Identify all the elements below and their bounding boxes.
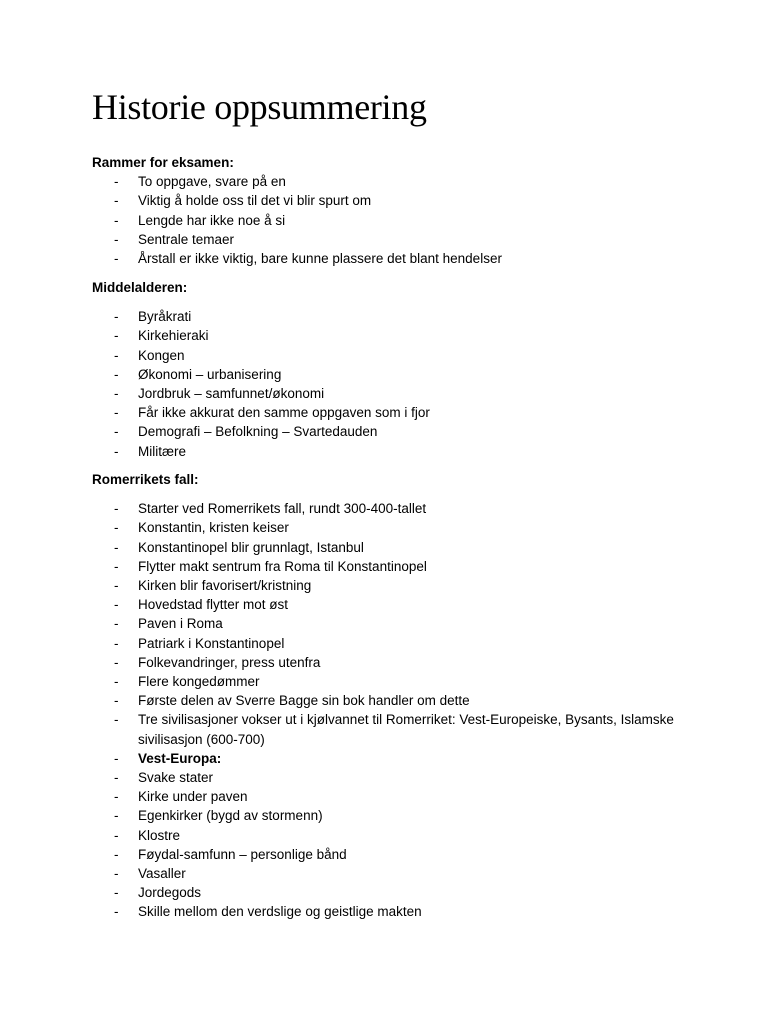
list-item (92, 614, 692, 633)
bullet-dash: - (114, 597, 119, 613)
section-middelalderen (92, 278, 692, 461)
list-item-text: Paven i Roma (138, 616, 223, 632)
list-item-text: Konstantin, kristen keiser (138, 520, 289, 536)
list-item-text: Viktig å holde oss til det vi blir spurt om (138, 193, 372, 209)
list-item-text: Jordbruk – samfunnet/økonomi (138, 386, 325, 402)
bullet-dash: - (114, 808, 119, 824)
section-heading: Romerrikets fall: (92, 472, 199, 487)
list-item-text: Jordegods (138, 885, 202, 901)
list-item (92, 249, 692, 268)
bullet-dash: - (114, 904, 119, 920)
list-item (92, 499, 692, 518)
bullet-dash: - (114, 386, 119, 402)
list-item (92, 557, 692, 576)
list-item (92, 576, 692, 595)
list-item-text: Klostre (138, 827, 181, 843)
list-item (92, 442, 692, 461)
list-item (92, 346, 692, 365)
list-item-text: Svake stater (138, 770, 214, 786)
list-item-text: Flere kongedømmer (138, 674, 260, 690)
bullet-dash: - (114, 770, 119, 786)
list-item (92, 768, 692, 787)
bullet-dash: - (114, 251, 119, 267)
bullet-dash: - (114, 789, 119, 805)
list-item (92, 326, 692, 345)
bullet-dash: - (114, 558, 119, 574)
list-item (92, 403, 692, 422)
list-item (92, 422, 692, 441)
bullet-dash: - (114, 231, 119, 247)
list-item (92, 518, 692, 537)
list-item-text: Økonomi – urbanisering (138, 366, 282, 382)
bullet-dash: - (114, 578, 119, 594)
list-item-text: Første delen av Sverre Bagge sin bok handler om dette (138, 693, 470, 709)
list-item (92, 806, 692, 825)
list-item-text: Starter ved Romerrikets fall, rundt 300-400-tallet (138, 501, 427, 517)
list-item (92, 691, 692, 710)
bullet-dash: - (114, 712, 119, 728)
bullet-dash: - (114, 539, 119, 555)
list-item (92, 902, 692, 921)
list-item (92, 710, 692, 748)
bullet-dash: - (114, 520, 119, 536)
list-item (92, 653, 692, 672)
list-item (92, 191, 692, 210)
section-heading: Rammer for eksamen: (92, 155, 234, 170)
bullet-list (92, 172, 692, 268)
bullet-dash: - (114, 501, 119, 517)
list-item-text: Konstantinopel blir grunnlagt, Istanbul (138, 539, 364, 555)
bullet-dash: - (114, 654, 119, 670)
bullet-dash: - (114, 674, 119, 690)
list-item-text: Hovedstad flytter mot øst (138, 597, 289, 613)
list-item-text: Egenkirker (bygd av stormenn) (138, 808, 323, 824)
bullet-dash: - (114, 193, 119, 209)
list-item-text: Skille mellom den verdslige og geistlige makten (138, 904, 422, 920)
list-item-text: Vest-Europa: (138, 750, 222, 766)
list-item-text: Folkevandringer, press utenfra (138, 654, 321, 670)
list-item (92, 384, 692, 403)
list-item-text: Kongen (138, 347, 185, 363)
list-item (92, 230, 692, 249)
bullet-dash: - (114, 866, 119, 882)
list-item (92, 864, 692, 883)
list-item (92, 211, 692, 230)
list-item (92, 595, 692, 614)
bullet-dash: - (114, 424, 119, 440)
page-title: Historie oppsummering (92, 87, 427, 127)
list-item-subheading (92, 749, 692, 768)
list-item (92, 787, 692, 806)
bullet-dash: - (114, 885, 119, 901)
bullet-dash: - (114, 616, 119, 632)
list-item-text: Føydal-samfunn – personlige bånd (138, 846, 347, 862)
list-item (92, 826, 692, 845)
bullet-dash: - (114, 405, 119, 421)
list-item-text: Kirke under paven (138, 789, 248, 805)
list-item-text: Militære (138, 443, 187, 459)
section-romerrikets-fall (92, 470, 692, 922)
bullet-dash: - (114, 212, 119, 228)
list-item-text: Lengde har ikke noe å si (138, 212, 286, 228)
list-item (92, 172, 692, 191)
list-item (92, 634, 692, 653)
bullet-list (92, 499, 692, 921)
list-item (92, 845, 692, 864)
bullet-dash: - (114, 174, 119, 190)
bullet-dash: - (114, 635, 119, 651)
list-item-text: Demografi – Befolkning – Svartedauden (138, 424, 378, 440)
list-item (92, 883, 692, 902)
bullet-dash: - (114, 309, 119, 325)
bullet-dash: - (114, 750, 119, 766)
bullet-dash: - (114, 846, 119, 862)
bullet-dash: - (114, 366, 119, 382)
list-item-text: To oppgave, svare på en (138, 174, 286, 190)
bullet-dash: - (114, 443, 119, 459)
list-item-text: Kirken blir favorisert/kristning (138, 578, 312, 594)
list-item-text: Sentrale temaer (138, 231, 235, 247)
list-item-text: Patriark i Konstantinopel (138, 635, 285, 651)
section-heading: Middelalderen: (92, 280, 188, 295)
list-item-text: Byråkrati (138, 309, 192, 325)
bullet-dash: - (114, 827, 119, 843)
list-item (92, 672, 692, 691)
list-item-text: Får ikke akkurat den samme oppgaven som i fjor (138, 405, 430, 421)
list-item-text: Flytter makt sentrum fra Roma til Konstantinopel (138, 558, 427, 574)
list-item-text: Vasaller (138, 866, 186, 882)
list-item-text: Tre sivilisasjoner vokser ut i kjølvannet til Romerriket: Vest-Europeiske, Bysants, Islamske sivilisasjon (600-700) (138, 712, 674, 747)
bullet-dash: - (114, 693, 119, 709)
list-item (92, 365, 692, 384)
bullet-list (92, 307, 692, 461)
bullet-dash: - (114, 347, 119, 363)
section-rammer-for-eksamen (92, 153, 692, 268)
list-item-text: Årstall er ikke viktig, bare kunne plassere det blant hendelser (138, 251, 502, 267)
list-item (92, 307, 692, 326)
list-item-text: Kirkehieraki (138, 328, 209, 344)
bullet-dash: - (114, 328, 119, 344)
list-item (92, 538, 692, 557)
